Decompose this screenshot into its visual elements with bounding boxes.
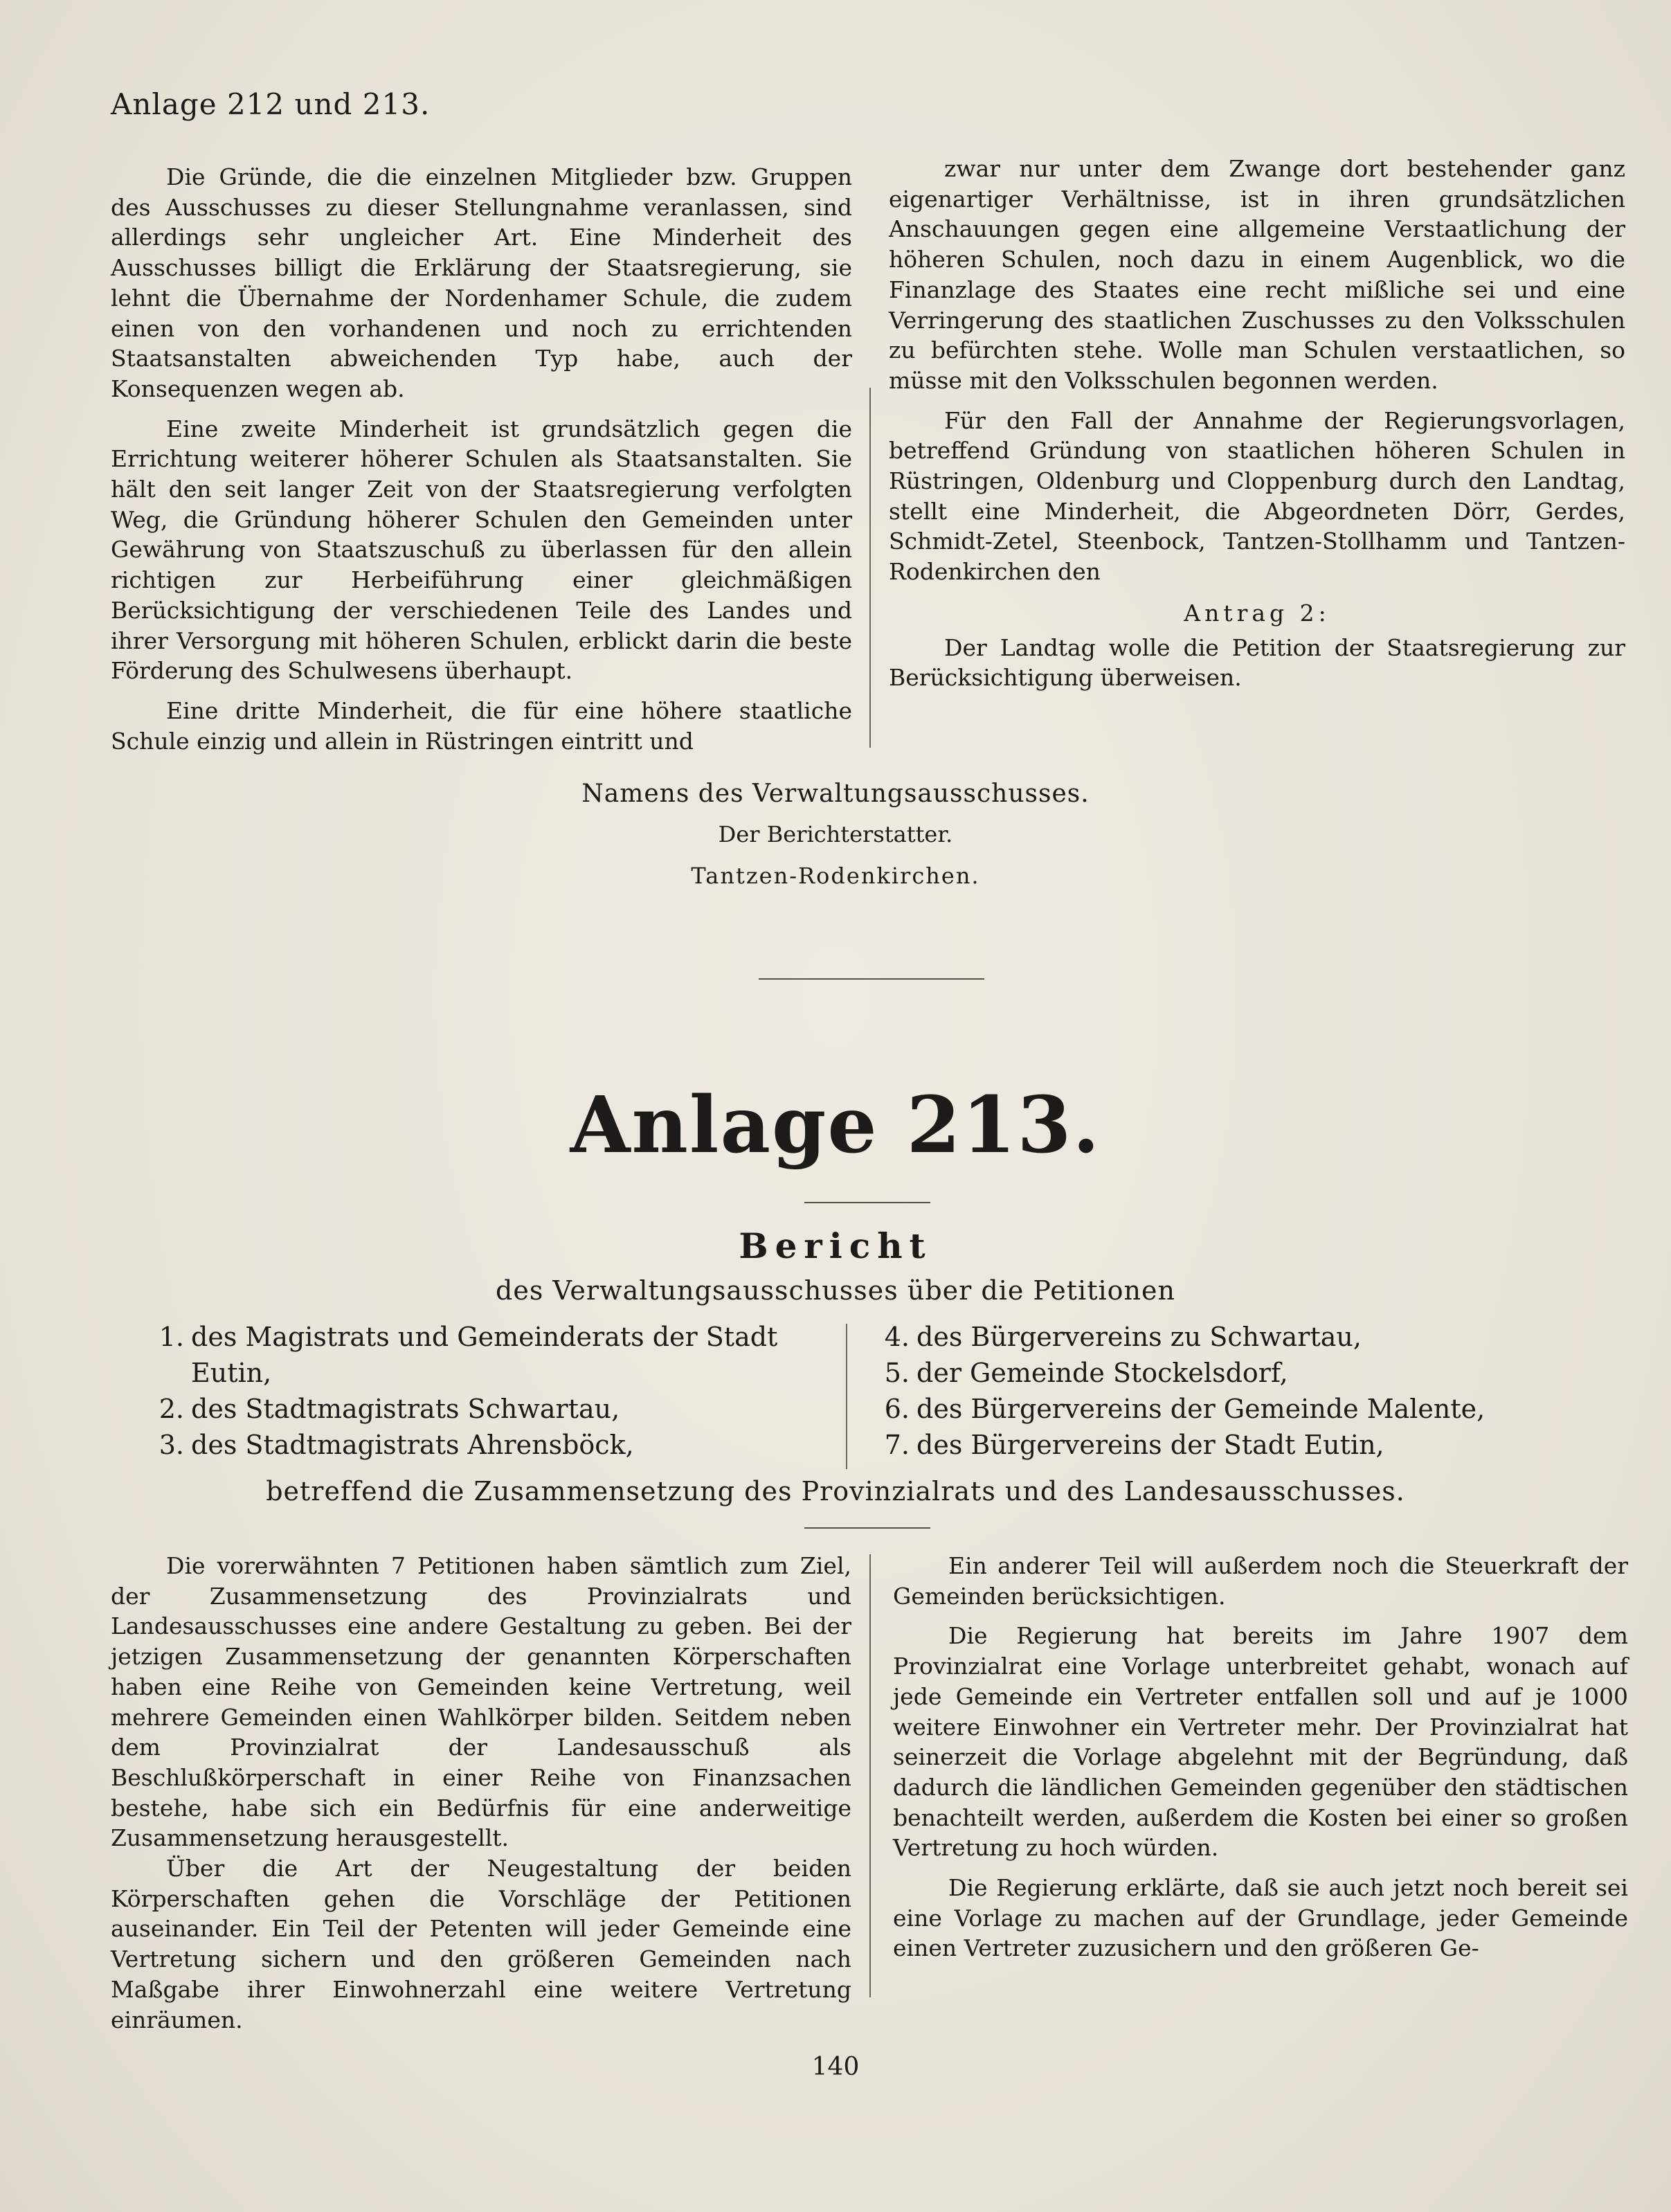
- petition-item: [861, 1355, 1595, 1391]
- petition-number: 4.: [884, 1322, 910, 1352]
- paragraph: Für den Fall der Annahme der Regierungsvorlagen, betreffend Gründung von staatlichen höheren Schulen in Rüstringen, Oldenburg und Cloppenburg durch den Landtag, stellt eine Minderheit, die Abgeordneten Dörr, Gerdes, Schmidt-Zetel, Steenbock, Tantzen-Stollhamm und Tantzen-Rodenkirchen den: [889, 406, 1625, 586]
- signature-name: Tantzen-Rodenkirchen.: [691, 863, 980, 889]
- report-regarding: betreffend die Zusammensetzung des Provinzialrats und des Landesausschusses.: [266, 1476, 1405, 1507]
- paragraph: Die vorerwähnten 7 Petitionen haben sämtlich zum Ziel, der Zusammensetzung des Provinzialrats und Landesausschusses eine andere Gestaltung zu geben. Bei der jetzigen Zusammensetzung der genannten Körperschaften haben eine Reihe von Gemeinden keine Vertretung, weil mehrere Gemeinden einen Wahlkörper bilden. Seitdem neben dem Provinzialrat der Landesausschuß als Beschlußkörperschaft in einer Reihe von Finanzsachen bestehe, habe sich ein Bedürfnis für eine anderweitige Zusammensetzung herausgestellt.: [111, 1552, 851, 1852]
- paragraph: Über die Art der Neugestaltung der beiden Körperschaften gehen die Vorschläge der Petitionen auseinander. Ein Teil der Petenten will jeder Gemeinde eine Vertretung sichern und den größeren Gemeinden nach Maßgabe ihrer Einwohnerzahl eine weitere Vertretung einräumen.: [111, 1855, 851, 2033]
- title-rule: [804, 1202, 930, 1203]
- paragraph: zwar nur unter dem Zwange dort bestehender ganz eigenartiger Verhältnisse, ist in ihren grundsätzlichen Anschauungen gegen eine allgemeine Verstaatlichung der höheren Schulen, noch dazu in einem Augenblick, wo die Finanzlage des Staates eine recht mißliche sei und eine Verringerung des staatlichen Zuschusses zu den Volksschulen zu befürchten stehe. Wolle man Schulen verstaatlichen, so müsse mit den Volksschulen begonnen werden.: [889, 155, 1625, 394]
- petition-number: 1.: [159, 1322, 184, 1352]
- signature-role: Der Berichterstatter.: [718, 821, 953, 847]
- regarding-rule: [804, 1527, 930, 1529]
- motion-text: Der Landtag wolle die Petition der Staatsregierung zur Berücksichtigung überweisen.: [889, 633, 1625, 692]
- paragraph: Eine zweite Minderheit ist grundsätzlich gegen die Errichtung weiterer höherer Schulen als Staatsanstalten. Sie hält den seit langer Zeit von der Staatsregierung verfolgten Weg, die Gründung höherer Schulen den Gemeinden unter Gewährung von Staatszuschuß zu überlassen für den allein richtigen zur Herbeiführung einer gleichmäßigen Berücksichtigung der verschiedenen Teile des Landes und ihrer Versorgung mit höheren Schulen, erblickt darin die beste Förderung des Schulwesens überhaupt.: [111, 415, 852, 685]
- paragraph: Eine dritte Minderheit, die für eine höhere staatliche Schule einzig und allein in Rüstringen eintritt und: [111, 696, 852, 755]
- section-divider: [759, 978, 984, 980]
- page-number: 140: [811, 2053, 860, 2081]
- signature-committee: Namens des Verwaltungsausschusses.: [581, 780, 1090, 808]
- upper-left-column: [111, 162, 852, 756]
- petition-text: des Bürgervereins zu Schwartau,: [916, 1322, 1362, 1352]
- petition-divider: [846, 1324, 847, 1469]
- paragraph: Ein anderer Teil will außerdem noch die Steuerkraft der Gemeinden berücksichtigen.: [893, 1552, 1628, 1610]
- petition-text: des Stadtmagistrats Schwartau,: [191, 1394, 620, 1424]
- petition-item: [861, 1319, 1595, 1355]
- petition-text: des Bürgervereins der Gemeinde Malente,: [916, 1394, 1485, 1424]
- petition-text: der Gemeinde Stockelsdorf,: [916, 1358, 1288, 1388]
- column-divider: [869, 1554, 871, 1997]
- petition-text: des Magistrats und Gemeinderats der Stadt Eutin,: [191, 1322, 778, 1388]
- upper-right-column: [889, 154, 1625, 693]
- lower-right-column: [893, 1551, 1628, 1963]
- motion-title: Antrag 2:: [1184, 599, 1330, 627]
- report-subject: des Verwaltungsausschusses über die Petitionen: [496, 1275, 1175, 1306]
- appendix-title: Anlage 213.: [570, 1080, 1101, 1171]
- petition-text: des Bürgervereins der Stadt Eutin,: [916, 1430, 1384, 1460]
- petition-item: [136, 1427, 835, 1463]
- petition-number: 2.: [159, 1394, 184, 1424]
- paragraph: Die Gründe, die die einzelnen Mitglieder bzw. Gruppen des Ausschusses zu dieser Stellungnahme veranlassen, sind allerdings sehr ungleicher Art. Eine Minderheit des Ausschusses billigt die Erklärung der Staatsregierung, sie lehnt die Übernahme der Nordenhamer Schule, die zudem einen von den vorhandenen und noch zu errichtenden Staatsanstalten abweichenden Typ habe, auch der Konsequenzen wegen ab.: [111, 163, 852, 402]
- petition-item: [136, 1319, 835, 1391]
- petition-number: 3.: [159, 1430, 184, 1460]
- column-divider: [869, 388, 871, 748]
- petition-text: des Stadtmagistrats Ahrensböck,: [191, 1430, 634, 1460]
- petition-number: 7.: [884, 1430, 910, 1460]
- running-header: Anlage 212 und 213.: [111, 87, 431, 121]
- petition-list-right: [861, 1319, 1595, 1463]
- paragraph: Die Regierung hat bereits im Jahre 1907 dem Provinzialrat eine Vorlage unterbreitet gehabt, wonach auf jede Gemeinde ein Vertreter entfallen soll und auf je 1000 weitere Einwohner ein Vertreter mehr. Der Provinzialrat hat seinerzeit die Vorlage abgelehnt mit der Begründung, daß dadurch die ländlichen Gemeinden gegenüber den städtischen benachteilt werden, außerdem die Kosten bei einer so großen Vertretung zu hoch würden.: [893, 1622, 1628, 1862]
- petition-number: 6.: [884, 1394, 910, 1424]
- petition-item: [861, 1427, 1595, 1463]
- petition-number: 5.: [884, 1358, 910, 1388]
- petition-item: [136, 1391, 835, 1427]
- lower-left-column: [111, 1551, 851, 2035]
- report-heading: Bericht: [739, 1225, 932, 1266]
- petition-list-left: [136, 1319, 835, 1463]
- petition-item: [861, 1391, 1595, 1427]
- paragraph: Die Regierung erklärte, daß sie auch jetzt noch bereit sei eine Vorlage zu machen auf der Grundlage, jeder Gemeinde einen Vertreter zuzusichern und den größeren Ge-: [893, 1874, 1628, 1962]
